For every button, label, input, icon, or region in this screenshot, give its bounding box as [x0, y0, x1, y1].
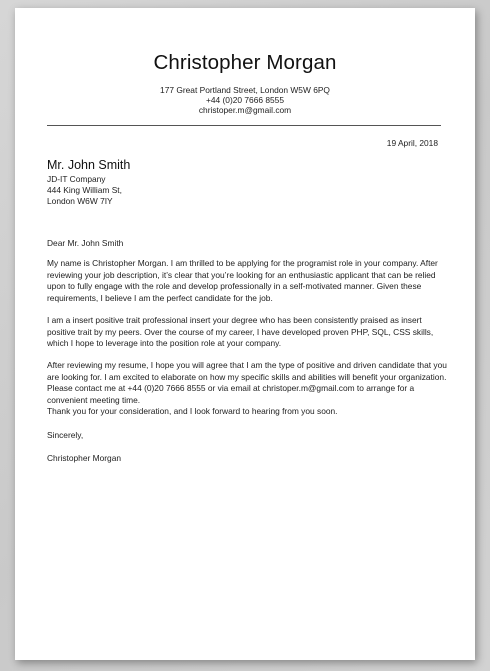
- sender-phone: +44 (0)20 7666 8555: [205, 95, 284, 105]
- signature: Christopher Morgan: [47, 453, 122, 463]
- paragraph-contact: After reviewing my resume, I hope you will agree that I am the type of positive and driven candidate that you are looking for. I am excited to elaborate on how my specific skills and abilities will benefit your organization. Please contact me at +44 (0)20 7666 8555 or via email at christoper.m@gmail.com to arrange for a convenient meeting time.: [47, 360, 447, 405]
- salutation: Dear Mr. John Smith: [47, 238, 124, 248]
- recipient-street: 444 King William St,: [47, 185, 122, 195]
- paragraph-intro: My name is Christopher Morgan. I am thrilled to be applying for the programist role in your company. After reviewing your job description, it’s clear that you’re looking for an enthusiastic applicant that can be relied upon to fully engage with the role and develop professionally in a self-motivated manner. Given these requirements, I believe I am the perfect candidate for the job.: [47, 258, 438, 303]
- letter-page: [15, 8, 475, 660]
- paragraph-thanks: Thank you for your consideration, and I look forward to hearing from you soon.: [47, 406, 338, 416]
- sender-email: christoper.m@gmail.com: [198, 105, 292, 115]
- paragraph-skills: I am a insert positive trait professional insert your degree who has been consistently praised as insert positive trait by my peers. Over the course of my career, I have developed proven PHP, SQL, CSS skills, which I hope to leverage into the position role at your company.: [47, 315, 434, 349]
- closing: Sincerely,: [47, 430, 84, 440]
- sender-address: 177 Great Portland Street, London W5W 6PQ: [160, 85, 330, 95]
- recipient-company: JD-IT Company: [47, 174, 106, 184]
- header-divider: [47, 125, 441, 126]
- recipient-name: Mr. John Smith: [47, 158, 131, 172]
- recipient-city: London W6W 7IY: [47, 196, 113, 206]
- sender-name: Christopher Morgan: [153, 51, 337, 74]
- letter-date: 19 April, 2018: [386, 138, 438, 148]
